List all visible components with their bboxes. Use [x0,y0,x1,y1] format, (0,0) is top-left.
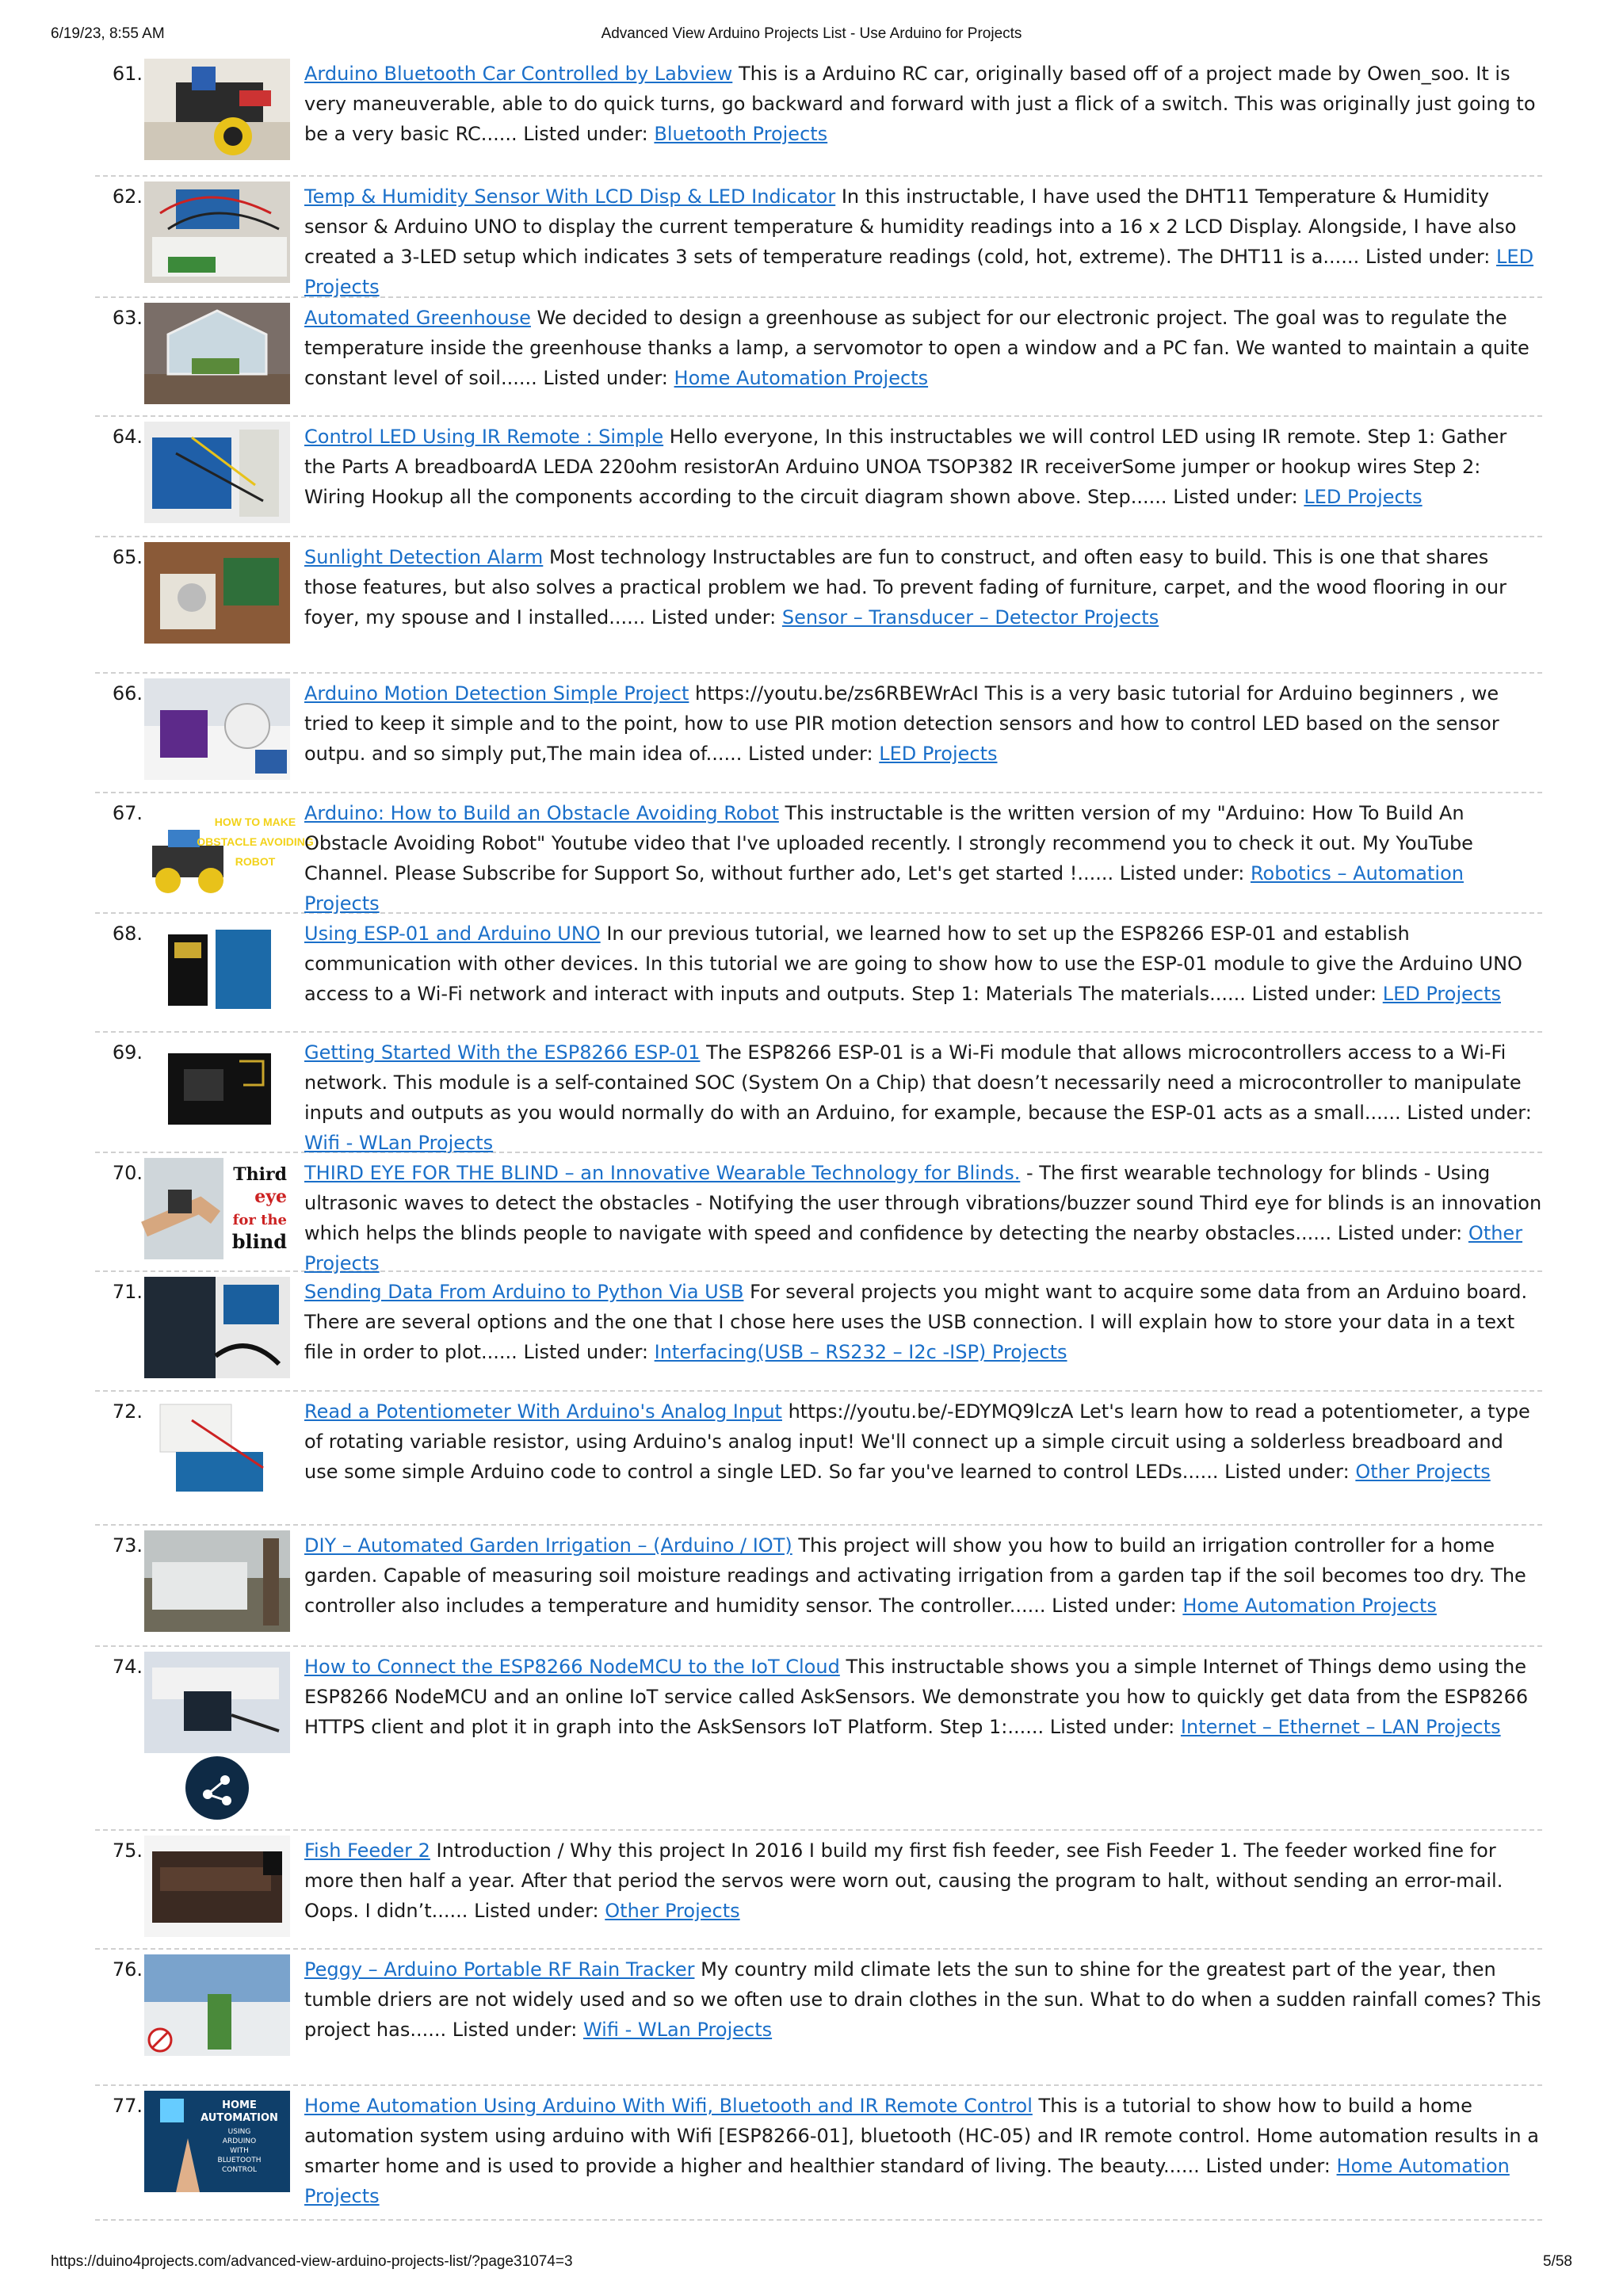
project-list-item [95,1647,1542,1831]
project-thumbnail[interactable] [144,422,290,527]
project-summary: My country mild climate lets the sun to shine for the greatest part of the year, then tumble driers are not widely used and so we often use to drain clothes in the sun. What to do when a sudden rainfall comes? This project has...... [304,1958,1541,2041]
item-number: 70. [112,1162,143,1184]
project-description [304,1158,1542,1278]
page-number: 5/58 [1543,2253,1572,2270]
project-thumbnail[interactable] [144,1396,290,1502]
item-number: 76. [112,1958,143,1981]
category-link[interactable]: LED Projects [304,246,1534,298]
category-link[interactable]: Robotics – Automation Projects [304,862,1464,915]
item-number: 74. [112,1656,143,1678]
project-title-link[interactable]: Automated Greenhouse [304,307,531,329]
project-list-item [95,1272,1542,1392]
project-description [304,59,1542,149]
project-title-link[interactable]: Sunlight Detection Alarm [304,546,544,568]
svg-text:blind: blind [231,1230,287,1253]
item-number: 61. [112,63,143,85]
category-link[interactable]: LED Projects [879,743,998,765]
svg-text:AUTOMATION: AUTOMATION [200,2112,278,2124]
category-link[interactable]: Other Projects [304,1222,1523,1274]
svg-text:for the: for the [232,1212,287,1228]
project-summary: In our previous tutorial, we learned how to set up the ESP8266 ESP-01 and establish communication with other devices. In this tutorial we are going to show how to use the ESP-01 module to give the Arduino UNO access to a Wi-Fi network and interact with inputs and outputs. Step 1: Materials The materials...... [304,923,1522,1005]
print-url: https://duino4projects.com/advanced-view-arduino-projects-list/?page31074=3 [51,2253,573,2270]
svg-text:USING: USING [227,2128,251,2136]
item-number: 64. [112,426,143,448]
listed-under-label: Listed under: [1337,1222,1463,1244]
listed-under-label: Listed under: [543,367,668,389]
listed-under-label: Listed under: [1173,486,1298,508]
project-thumbnail[interactable] [144,1158,290,1263]
category-link[interactable]: Home Automation Projects [304,2155,1510,2207]
item-number: 73. [112,1534,143,1557]
project-list-item [95,1033,1542,1153]
project-summary: This instructable shows you a simple Internet of Things demo using the ESP8266 NodeMCU and an online IoT service called AskSensors. We demonstrate you how to quickly get data from the ESP8266 HTTPS client and plot it in graph into the AskSensors IoT Platform. Step 1:...... [304,1656,1529,1738]
project-thumbnail[interactable] [144,1037,290,1143]
listed-under-label: Listed under: [748,743,873,765]
item-number: 72. [112,1400,143,1423]
project-thumbnail[interactable] [144,181,290,287]
project-list [95,54,1542,2221]
print-footer [51,2253,1572,2277]
project-thumbnail[interactable] [144,1277,290,1382]
project-summary: This is a tutorial to show how to build a home automation system using arduino with Wifi [ESP8266-01], bluetooth (HC-05) and IR remote control. Home automation results in a smarter home and is used to provide a higher and healthier standard of living. The beauty...... [304,2095,1539,2177]
project-description [304,678,1542,769]
svg-text:HOME: HOME [222,2099,257,2111]
svg-text:CONTROL: CONTROL [222,2166,257,2174]
project-description [304,303,1542,393]
project-summary: We decided to design a greenhouse as subject for our electronic project. The goal was to regulate the temperature inside the greenhouse thanks a lamp, a servomotor to open a window and a PC fan. We wanted to maintain a quite constant level of soil...... [304,307,1529,389]
project-thumbnail[interactable] [144,1836,290,1941]
category-link[interactable]: LED Projects [1382,983,1501,1005]
project-title-link[interactable]: Control LED Using IR Remote : Simple [304,426,664,448]
project-title-link[interactable]: Arduino: How to Build an Obstacle Avoiding Robot [304,802,779,824]
item-number: 65. [112,546,143,568]
listed-under-label: Listed under: [1251,983,1377,1005]
listed-under-label: Listed under: [1365,246,1491,268]
project-description [304,542,1542,632]
project-description [304,1652,1542,1742]
category-link[interactable]: Other Projects [1355,1461,1491,1483]
item-number: 62. [112,185,143,208]
svg-text:Third: Third [233,1164,287,1185]
listed-under-label: Listed under: [1052,1595,1177,1617]
project-list-item [95,417,1542,537]
project-thumbnail[interactable] [144,303,290,408]
item-number: 67. [112,802,143,824]
item-number: 75. [112,1839,143,1862]
listed-under-label: Listed under: [1119,862,1245,884]
project-title-link[interactable]: THIRD EYE FOR THE BLIND – an Innovative Wearable Technology for Blinds. [304,1162,1021,1184]
project-description [304,1836,1542,1926]
project-thumbnail[interactable] [144,919,290,1024]
project-summary: Introduction / Why this project In 2016 I build my first fish feeder, see Fish Feeder 1. The feeder worked fine for more then half a year. After that period the servos were worn out, causing the program to halt, without sending an error-mail. Oops. I didn’t...... [304,1839,1503,1922]
print-date: 6/19/23, 8:55 AM [51,25,165,42]
project-thumbnail[interactable] [144,59,290,164]
project-thumbnail[interactable] [144,1652,290,1824]
project-summary: Hello everyone, In this instructables we will control LED using IR remote. Step 1: Gather the Parts A breadboardA LEDA 220ohm resistorAn Arduino UNOA TSOP382 IR receiverSome jumper or hookup wires Step 2: Wiring Hookup all the components according to the circuit diagram shown above. Step...... [304,426,1507,508]
category-link[interactable]: Home Automation Projects [1182,1595,1437,1617]
project-summary: This project will show you how to build an irrigation controller for a home garden. Capable of measuring soil moisture readings and activating irrigation from a garden tap if the soil becomes too dry. The controller also includes a temperature and humidity sensor. The controller...... [304,1534,1526,1617]
project-summary: The ESP8266 ESP-01 is a Wi-Fi module that allows microcontrollers access to a Wi-Fi network. This module is a self-contained SOC (System On a Chip) that doesn’t necessarily need a microcontroller to manipulate inputs and outputs as you would normally do with an Arduino, for example, because the ESP-01 acts as a small...... [304,1041,1522,1124]
project-list-item [95,298,1542,417]
item-number: 66. [112,682,143,705]
listed-under-label: Listed under: [1205,2155,1331,2177]
svg-text:ARDUINO: ARDUINO [222,2137,257,2145]
project-summary: https://youtu.be/-EDYMQ9lczA Let's learn how to read a potentiometer, a type of rotating variable resistor, using Arduino's analog input! We'll connect up a simple circuit using a solderless breadboard and use some simple Arduino code to control a single LED. So far you've learned to control LEDs...... [304,1400,1530,1483]
listed-under-label: Listed under: [1049,1716,1175,1738]
project-list-item [95,674,1542,793]
project-list-item [95,793,1542,914]
category-link[interactable]: Bluetooth Projects [654,123,828,145]
project-title-link[interactable]: Arduino Motion Detection Simple Project [304,682,689,705]
project-description [304,181,1542,302]
project-description [304,422,1542,512]
project-description [304,798,1542,919]
category-link[interactable]: Other Projects [605,1900,740,1922]
listed-under-label: Listed under: [523,1341,648,1363]
project-thumbnail[interactable] [144,1530,290,1636]
project-description [304,1954,1542,2045]
svg-text:WITH: WITH [230,2147,249,2155]
item-number: 71. [112,1281,143,1303]
project-list-item [95,2086,1542,2221]
category-link[interactable]: Home Automation Projects [674,367,929,389]
category-link[interactable]: Interfacing(USB – RS232 – I2c -ISP) Projects [654,1341,1067,1363]
project-title-link[interactable]: Using ESP-01 and Arduino UNO [304,923,601,945]
project-description [304,1530,1542,1621]
project-title-link[interactable]: Peggy – Arduino Portable RF Rain Tracker [304,1958,695,1981]
project-description [304,1277,1542,1367]
svg-text:ROBOT: ROBOT [235,855,276,868]
category-link[interactable]: LED Projects [1304,486,1423,508]
project-title-link[interactable]: Arduino Bluetooth Car Controlled by Labview [304,63,733,85]
print-header [51,25,1572,49]
listed-under-label: Listed under: [452,2019,578,2041]
project-thumbnail[interactable] [144,1954,290,2060]
project-list-item [95,914,1542,1033]
listed-under-label: Listed under: [1407,1102,1532,1124]
listed-under-label: Listed under: [523,123,648,145]
listed-under-label: Listed under: [474,1900,599,1922]
project-summary: Most technology Instructables are fun to construct, and often easy to build. This is one that shares those features, but also solves a practical problem we had. To prevent fading of furniture, carpet, and the wood flooring in our foyer, my spouse and I installed...... [304,546,1507,628]
project-title-link[interactable]: DIY – Automated Garden Irrigation – (Arduino / IOT) [304,1534,792,1557]
item-number: 63. [112,307,143,329]
project-list-item [95,1526,1542,1647]
project-description [304,2091,1542,2211]
project-thumbnail[interactable] [144,798,314,904]
listed-under-label: Listed under: [651,606,777,628]
project-thumbnail[interactable] [144,678,290,784]
project-title-link[interactable]: Read a Potentiometer With Arduino's Analog Input [304,1400,782,1423]
item-number: 69. [112,1041,143,1064]
svg-text:HOW TO MAKE: HOW TO MAKE [214,816,296,828]
category-link[interactable]: Sensor – Transducer – Detector Projects [781,606,1159,628]
project-summary: For several projects you might want to acquire some data from an Arduino board. There are several options and the one that I chose here uses the USB connection. I will explain how to store your data in a text file in order to plot...... [304,1281,1528,1363]
project-title-link[interactable]: Temp & Humidity Sensor With LCD Disp & LED Indicator [304,185,836,208]
svg-text:BLUETOOTH: BLUETOOTH [217,2157,262,2164]
project-list-item [95,54,1542,177]
project-title-link[interactable]: Home Automation Using Arduino With Wifi, Bluetooth and IR Remote Control [304,2095,1033,2117]
project-title-link[interactable]: Fish Feeder 2 [304,1839,430,1862]
project-summary: This instructable is the written version of my "Arduino: How To Build An Obstacle Avoiding Robot" Youtube video that I've uploaded recently. I strongly recommend you to check it out. My YouTube Channel. Please Subscribe for Support So, without further ado, Let's get started !...... [304,802,1473,884]
item-number: 68. [112,923,143,945]
category-link[interactable]: Internet – Ethernet – LAN Projects [1180,1716,1501,1738]
listed-under-label: Listed under: [1224,1461,1350,1483]
project-summary: - The first wearable technology for blinds - Using ultrasonic waves to detect the obstacles - Notifying the user through vibrations/buzzer sound Third eye for blinds is an innovation which helps the blinds people to navigate with speed and confidence by detecting the nearby obstacles...... [304,1162,1542,1244]
project-thumbnail[interactable] [144,2091,290,2196]
print-page-title: Advanced View Arduino Projects List - Use Arduino for Projects [601,25,1022,42]
category-link[interactable]: Wifi - WLan Projects [304,1132,494,1154]
project-list-item [95,1392,1542,1526]
project-list-item [95,537,1542,674]
project-list-item [95,1950,1542,2086]
project-summary: This is a Arduino RC car, originally based off of a project made by Owen_soo. It is very maneuverable, able to do quick turns, go backward and forward with just a flick of a switch. This was originally just going to be a very basic RC...... [304,63,1536,145]
project-list-item [95,177,1542,298]
project-title-link[interactable]: How to Connect the ESP8266 NodeMCU to the IoT Cloud [304,1656,840,1678]
item-number: 77. [112,2095,143,2117]
project-summary: In this instructable, I have used the DHT11 Temperature & Humidity sensor & Arduino UNO to display the current temperature & humidity readings into a 16 x 2 LCD Display. Alongside, I have also created a 3-LED setup which indicates 3 sets of temperature readings (cold, hot, extreme). The DHT11 is a...... [304,185,1517,268]
project-list-item [95,1153,1542,1272]
svg-text:OBSTACLE AVOIDING: OBSTACLE AVOIDING [197,835,314,848]
project-title-link[interactable]: Getting Started With the ESP8266 ESP-01 [304,1041,701,1064]
project-summary: https://youtu.be/zs6RBEWrAcI This is a very basic tutorial for Arduino beginners , we tried to keep it simple and to the point, how to use PIR motion detection sensors and how to control LED based on the sensor outpu. and so simply put,The main idea of...... [304,682,1499,765]
project-description [304,919,1542,1009]
category-link[interactable]: Wifi - WLan Projects [582,2019,773,2041]
project-description [304,1396,1542,1487]
project-description [304,1037,1542,1158]
project-list-item [95,1831,1542,1950]
project-title-link[interactable]: Sending Data From Arduino to Python Via USB [304,1281,744,1303]
project-thumbnail[interactable] [144,542,290,648]
svg-text:eye: eye [254,1186,287,1207]
